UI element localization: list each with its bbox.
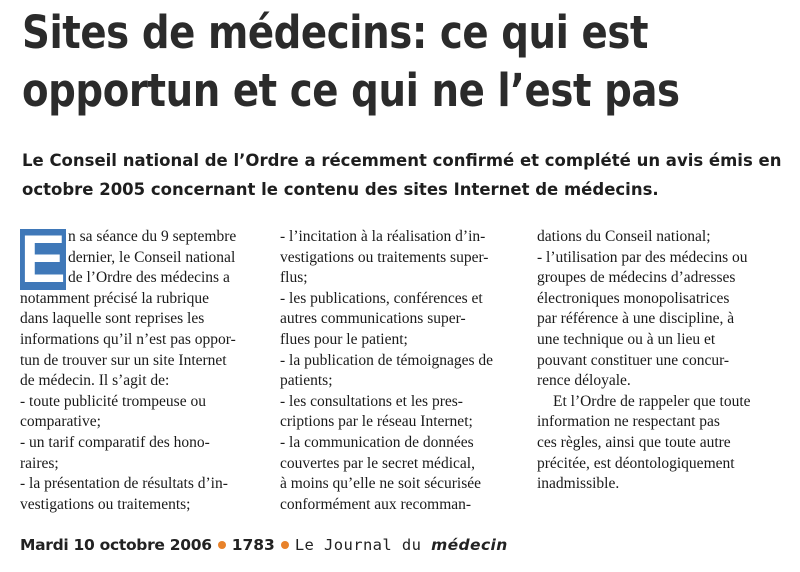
text-line: - les consultations et les pres- [280,392,463,410]
text-line: patients; [280,372,333,390]
text-line: notamment précisé la rubrique [20,289,209,307]
text-column-2 [280,227,525,515]
issue-date: Mardi 10 octobre 2006 [20,536,212,554]
text-line: - la publication de témoignages de [280,351,494,369]
text-line: à moins qu’elle ne soit sécurisée [280,475,482,493]
headline-line: opportun et ce qui ne l’est pas [22,64,680,117]
text-line: dernier, le Conseil national [68,248,236,266]
text-line: - l’incitation à la réalisation d’in- [280,228,486,245]
text-line: de l’Ordre des médecins a [68,269,230,287]
page-footer [20,533,508,557]
headline-line: Sites de médecins: ce qui est [22,6,649,59]
page-number: 1783 [231,536,275,554]
bullet-icon [281,541,289,549]
text-line: autres communications super- [280,310,466,328]
text-line: de médecin. Il s’agit de: [20,372,170,390]
lede-line: octobre 2005 concernant le contenu des sites Internet de médecins. [22,180,659,199]
drop-cap: E [20,229,66,290]
text-line: dans laquelle sont reprises les [20,310,205,328]
text-line: - un tarif comparatif des hono- [20,433,210,451]
text-line: ces règles, ainsi que toute autre [537,433,731,451]
lede-line: Le Conseil national de l’Ordre a récemment confirmé et complété un avis émis en [22,151,782,170]
text-line: rence déloyale. [537,372,631,390]
text-column-3 [537,227,785,495]
bullet-icon [218,541,226,549]
text-line: flues pour le patient; [280,330,408,348]
text-line: - toute publicité trompeuse ou [20,392,206,410]
text-line: comparative; [20,413,101,431]
text-line: raires; [20,454,59,472]
text-line: information ne respectant pas [537,413,720,431]
text-line: vestigations ou traitements; [20,495,191,513]
text-line: dations du Conseil national; [537,228,711,245]
journal-title [295,536,508,554]
text-line: inadmissible. [537,475,620,493]
text-line: conformément aux recomman- [280,495,472,513]
text-line: criptions par le réseau Internet; [280,413,473,431]
text-line: - la communication de données [280,433,474,451]
text-line: pouvant constituer une concur- [537,351,730,369]
text-line: informations qu’il n’est pas oppor- [20,330,236,348]
text-line: électroniques monopolisatrices [537,289,730,307]
text-line: couvertes par le secret médical, [280,454,475,472]
article-headline [22,4,684,120]
text-line: par référence à une discipline, à [537,310,735,328]
text-line: flus; [280,269,308,287]
article-lede [22,146,782,204]
journal-prefix: Le Journal du [294,536,422,554]
text-line: vestigations ou traitements super- [280,248,489,266]
text-line: - la présentation de résultats d’in- [20,475,228,493]
text-column-1 [20,227,260,515]
text-line: n sa séance du 9 septembre [68,228,237,245]
journal-name: médecin [431,536,508,554]
text-line: - l’utilisation par des médecins ou [537,248,748,266]
text-line: une technique ou à un lieu et [537,330,716,348]
text-line: - les publications, conférences et [280,289,483,307]
text-line: groupes de médecins d’adresses [537,269,736,287]
text-line: précitée, est déontologiquement [537,454,735,472]
text-line: Et l’Ordre de rappeler que toute [553,392,751,410]
text-line: tun de trouver sur un site Internet [20,351,227,369]
